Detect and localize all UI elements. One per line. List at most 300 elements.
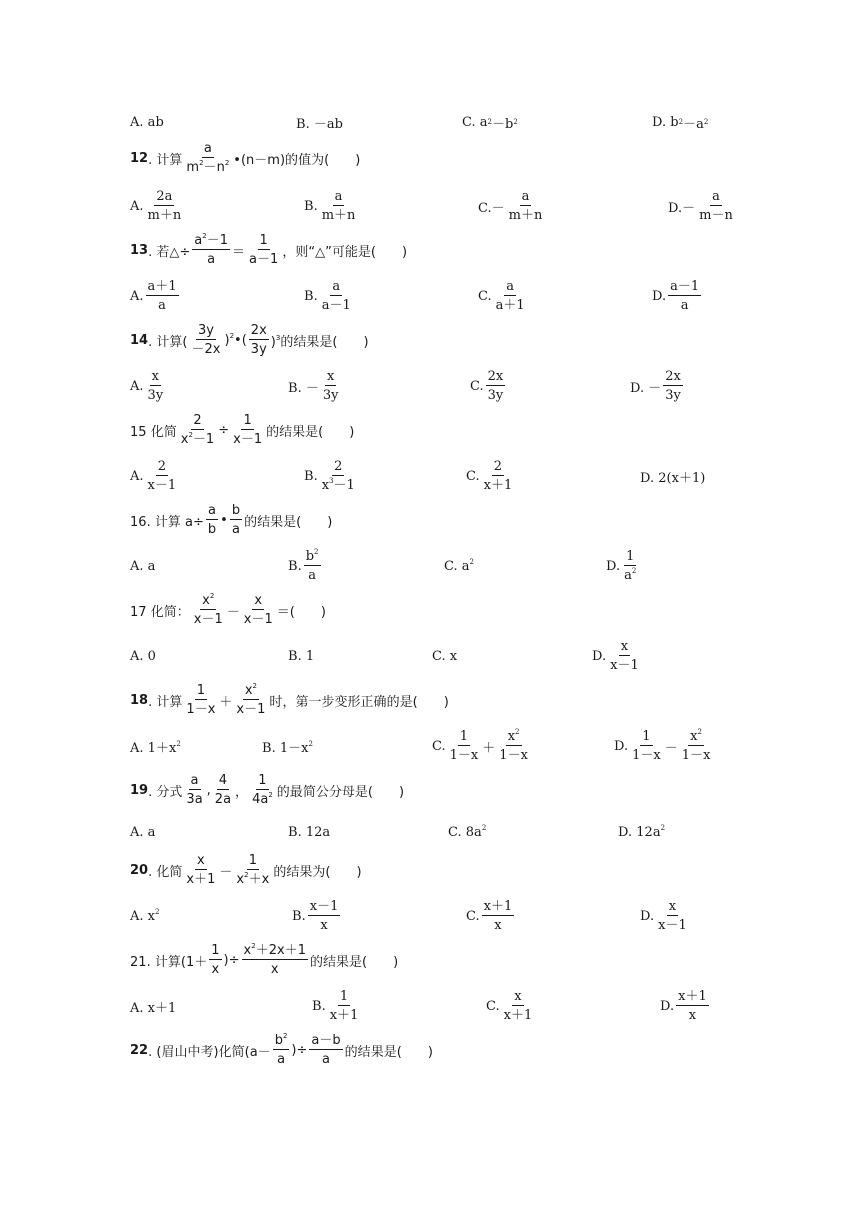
q16-option-b — [288, 546, 323, 586]
fraction-numerator: x — [514, 989, 522, 1004]
fraction-numerator: a — [208, 503, 216, 518]
q16-option-c — [444, 546, 474, 586]
fraction-denominator: x－1 — [193, 612, 223, 627]
q19-option-c — [448, 812, 486, 852]
math-text: A. — [130, 288, 144, 304]
fraction-denominator: $x^2-1$ — [180, 431, 215, 447]
fraction — [192, 234, 230, 266]
math-text: B. — [304, 198, 318, 214]
math-text: － — [664, 740, 678, 756]
math-text: . 若△÷ — [148, 244, 191, 260]
q20-option-d — [640, 896, 691, 936]
math-text: D. $12a^2$ — [618, 823, 666, 840]
q13-option-a — [130, 276, 181, 316]
fraction-denominator: $x^3-1$ — [321, 477, 355, 493]
fraction-numerator: a－1 — [670, 279, 700, 294]
q15-option-a — [130, 456, 180, 496]
fraction — [608, 640, 641, 672]
math-text: C. x — [432, 648, 458, 664]
fraction — [179, 414, 216, 446]
q16-option-a — [130, 546, 155, 586]
fraction-denominator: 3y — [250, 342, 267, 357]
q11-options — [0, 102, 860, 142]
q17-option-a — [130, 636, 156, 676]
math-text: ，则“△”可能是( ) — [282, 244, 408, 260]
math-text: B. — [312, 998, 326, 1014]
fraction-denominator: x－1 — [147, 478, 177, 493]
fraction-numerator: x — [327, 369, 335, 384]
fraction-numerator: a — [203, 141, 212, 156]
fraction-denominator: a — [308, 568, 316, 583]
fraction — [146, 280, 179, 312]
fraction — [146, 370, 166, 402]
math-text: A. 0 — [130, 648, 156, 664]
fraction-denominator: $m^2-n^2$ — [186, 159, 230, 175]
fraction — [497, 730, 530, 762]
math-text: 15 化简 — [130, 424, 177, 440]
fraction-numerator: a — [506, 279, 515, 294]
q19-stem-line — [0, 770, 860, 810]
math-text: 17 化简： — [130, 604, 190, 620]
fraction — [184, 684, 217, 716]
fraction — [448, 730, 481, 762]
fraction — [242, 944, 308, 976]
fraction-denominator: x－1 — [243, 612, 273, 627]
fraction-denominator: 2a — [214, 792, 232, 807]
fraction-numerator: a — [190, 773, 199, 788]
math-text: •(n－m)的值为( ) — [233, 152, 361, 168]
fraction-denominator: x－1 — [658, 918, 687, 933]
question-number: 18 — [130, 692, 149, 708]
math-text: ＋ — [482, 740, 496, 756]
fraction-numerator: $b^2$ — [305, 548, 319, 564]
fraction-denominator: $4a^2$ — [252, 791, 273, 807]
fraction-numerator: b — [231, 503, 241, 518]
fraction-numerator: 4 — [218, 773, 228, 788]
fraction-denominator: －2x — [191, 342, 221, 357]
math-text: C. $8a^2$ — [448, 823, 487, 840]
fraction-numerator: 1 — [459, 729, 469, 744]
q12-option-d — [668, 186, 737, 226]
fraction-denominator: 3y — [147, 388, 164, 403]
fraction-denominator: a — [207, 252, 216, 267]
q18-option-d — [614, 726, 714, 766]
question-number: 14 — [130, 332, 149, 348]
q13-option-b — [304, 276, 355, 316]
fraction-denominator: 1－x — [681, 748, 711, 763]
fraction — [273, 1034, 290, 1066]
fraction-numerator: $x^2$ — [690, 728, 702, 744]
q21-stem — [130, 940, 398, 980]
fraction-numerator: $b^2$ — [274, 1032, 288, 1048]
q21-option-a — [130, 986, 176, 1026]
fraction-numerator: 1 — [211, 943, 220, 958]
q13-options — [0, 276, 860, 316]
math-text: . 计算 — [148, 694, 183, 710]
fraction-numerator: a＋1 — [147, 279, 177, 294]
fraction — [622, 550, 638, 582]
fraction-denominator: m＋n — [321, 208, 356, 223]
math-text: . 分式 — [148, 784, 183, 800]
fraction-denominator: m－n — [699, 208, 733, 223]
math-text: 的结果是( ) — [266, 424, 355, 440]
fraction-denominator: 1－x — [449, 748, 479, 763]
fraction-numerator: 1 — [243, 413, 252, 428]
q12-stem-line — [0, 138, 860, 178]
fraction — [482, 460, 515, 492]
fraction — [656, 900, 689, 932]
fraction — [304, 550, 321, 582]
fraction-numerator: $a^2-1$ — [194, 232, 229, 248]
math-text: C. $a^2$ — [444, 557, 474, 574]
math-text: B. 1 — [288, 648, 315, 664]
math-text: D. － — [630, 380, 662, 396]
math-text: D. — [660, 998, 675, 1014]
fraction-denominator: x＋1 — [483, 478, 513, 493]
fraction-denominator: 3y — [322, 388, 339, 403]
math-text: C. — [466, 468, 480, 484]
fraction — [309, 1034, 342, 1066]
q16-option-d — [606, 546, 640, 586]
q19-options — [0, 812, 860, 852]
fraction-numerator: a — [521, 189, 530, 204]
fraction — [242, 594, 275, 626]
q20-option-c — [466, 896, 516, 936]
q21-option-b — [312, 986, 362, 1026]
fraction-denominator: x－1 — [236, 702, 266, 717]
fraction-denominator: x — [494, 918, 502, 933]
q18-stem — [130, 680, 449, 720]
q15-option-c — [466, 456, 516, 496]
fraction — [234, 684, 267, 716]
q19-option-d — [618, 812, 665, 852]
math-text: D. — [640, 908, 655, 924]
math-text: D. — [592, 648, 607, 664]
fraction-denominator: 3a — [186, 792, 203, 807]
q17-option-d — [592, 636, 643, 676]
math-text: A. — [130, 468, 144, 484]
question-number: 12 — [130, 150, 149, 166]
fraction-numerator: 1 — [626, 549, 635, 564]
fraction — [320, 280, 353, 312]
q15-option-b — [304, 456, 359, 496]
fraction-denominator: x — [320, 918, 328, 933]
fraction-denominator: b — [207, 522, 217, 537]
q13-option-c — [478, 276, 529, 316]
math-text: ＋ — [219, 694, 233, 710]
math-text: － — [219, 864, 233, 880]
math-text: B. — [292, 908, 306, 924]
fraction-denominator: x－1 — [233, 432, 263, 447]
q19-stem — [130, 770, 404, 810]
fraction-numerator: $x^2+2x+1$ — [243, 942, 306, 958]
q20-option-b — [292, 896, 342, 936]
math-text: ＝( ) — [276, 604, 326, 620]
fraction-denominator: x＋1 — [186, 872, 216, 887]
q22-stem-line — [0, 1030, 860, 1070]
fraction-numerator: 2 — [334, 459, 343, 474]
fraction-numerator: 1 — [248, 853, 257, 868]
fraction-numerator: 3y — [197, 323, 214, 338]
q21-stem-line — [0, 940, 860, 980]
fraction-denominator: 1－x — [186, 702, 216, 717]
math-text: D. 2(x＋1) — [640, 470, 706, 486]
q14-stem — [130, 320, 369, 360]
q13-option-d — [652, 276, 703, 316]
fraction-denominator: a — [231, 522, 240, 537]
math-text: C. — [486, 998, 500, 1014]
fraction-denominator: x＋1 — [503, 1008, 533, 1023]
math-text: D.－ — [668, 200, 696, 216]
q12-option-b — [304, 186, 359, 226]
math-text: 的结果是( ) — [344, 1044, 433, 1060]
math-text: B. $1-x^2$ — [262, 739, 313, 756]
q17-option-b — [288, 636, 314, 676]
q13-stem — [130, 230, 407, 270]
math-text: A. — [130, 198, 144, 214]
q15-stem-line — [0, 410, 860, 450]
math-text: . (眉山中考)化简(a－ — [148, 1044, 271, 1060]
q15-stem — [130, 410, 354, 450]
math-text: D. — [606, 558, 621, 574]
q14-option-a — [130, 366, 167, 406]
math-text: ÷ — [218, 422, 230, 438]
fraction-denominator: a — [322, 1052, 331, 1067]
q17-stem — [130, 590, 326, 630]
fraction-denominator: m＋n — [508, 208, 543, 223]
fraction-denominator: 3y — [487, 388, 504, 403]
math-text: C. — [432, 738, 446, 754]
fraction-denominator: a — [158, 298, 166, 313]
math-text: . 计算( — [148, 334, 188, 350]
fraction — [663, 370, 683, 402]
fraction — [320, 460, 357, 492]
math-text: B. － — [288, 380, 319, 396]
q19-option-b — [288, 812, 330, 852]
fraction — [206, 504, 218, 536]
q11-option-a: A. ab — [130, 114, 164, 130]
fraction-denominator: $x^2+x$ — [236, 871, 270, 887]
math-text: D. — [652, 288, 667, 304]
math-text: D. — [614, 738, 629, 754]
fraction — [184, 774, 204, 806]
fraction-denominator: x＋1 — [329, 1008, 359, 1023]
fraction — [230, 504, 242, 536]
fraction-numerator: 2x — [250, 323, 267, 338]
fraction — [234, 854, 271, 886]
q11-option-b: B. －ab — [296, 116, 343, 132]
fraction-denominator: x — [270, 962, 279, 977]
fraction — [249, 324, 269, 356]
math-text: 的最简公分母是( ) — [276, 784, 405, 800]
q14-option-b — [288, 366, 343, 406]
math-text: 的结果是( ) — [309, 954, 399, 970]
question-number: 20 — [130, 862, 149, 878]
math-text: B. — [304, 468, 318, 484]
q18-option-b — [262, 726, 313, 766]
q14-option-c — [470, 366, 507, 406]
q12-stem — [130, 138, 360, 178]
math-text: 时，第一步变形正确的是( ) — [269, 694, 449, 710]
fraction — [209, 944, 221, 976]
fraction-denominator: 1－x — [632, 748, 661, 763]
q12-option-c — [478, 186, 546, 226]
fraction-denominator: a－1 — [321, 298, 351, 313]
q20-stem — [130, 850, 362, 890]
q18-option-a — [130, 726, 181, 766]
q18-stem-line — [0, 680, 860, 720]
fraction-numerator: x — [620, 639, 629, 654]
q15-options — [0, 456, 860, 496]
fraction-numerator: $x^2$ — [202, 592, 215, 608]
fraction — [184, 854, 217, 886]
q19-option-a — [130, 812, 155, 852]
fraction — [502, 990, 535, 1022]
math-text: ＝ — [232, 244, 246, 260]
fraction-numerator: 1 — [259, 233, 268, 248]
math-text: A. a — [130, 558, 156, 574]
math-text: 的结果为( ) — [273, 864, 362, 880]
fraction-numerator: $x^2$ — [244, 682, 257, 698]
q12-options — [0, 186, 860, 226]
fraction — [482, 900, 515, 932]
fraction-denominator: x — [211, 962, 220, 977]
fraction — [231, 414, 264, 446]
q20-stem-line — [0, 850, 860, 890]
fraction-numerator: 2 — [193, 413, 202, 428]
fraction-numerator: 2x — [487, 369, 504, 384]
math-text: )$^2$•( — [224, 331, 247, 348]
q17-option-c — [432, 636, 457, 676]
fraction-numerator: a — [334, 189, 343, 204]
fraction — [697, 190, 735, 222]
fraction — [146, 460, 179, 492]
q14-option-d — [630, 366, 685, 406]
question-number: 13 — [130, 242, 149, 258]
fraction-denominator: 1－x — [499, 748, 528, 763]
q17-options — [0, 636, 860, 676]
math-text: A. $1+x^2$ — [130, 739, 181, 756]
fraction-numerator: 1 — [196, 683, 206, 698]
math-text: 21. 计算(1＋ — [130, 954, 208, 970]
fraction-denominator: a－1 — [249, 252, 279, 267]
q21-option-d — [660, 986, 711, 1026]
math-text: C. — [466, 908, 480, 924]
q21-options — [0, 986, 860, 1026]
math-text: , — [206, 782, 211, 798]
fraction-denominator: a — [277, 1052, 286, 1067]
fraction — [250, 774, 275, 806]
fraction-numerator: x＋1 — [483, 899, 513, 914]
fraction-numerator: a－b — [311, 1033, 341, 1048]
math-text: . 计算 — [148, 152, 183, 168]
math-text: C.－ — [478, 200, 505, 216]
math-text: 的结果是( ) — [244, 514, 333, 530]
q16-options — [0, 546, 860, 586]
fraction-denominator: x－1 — [610, 658, 639, 673]
fraction — [507, 190, 545, 222]
math-text: )÷ — [291, 1042, 308, 1058]
q16-stem — [130, 500, 332, 540]
fraction — [680, 730, 713, 762]
fraction-numerator: 1 — [339, 989, 349, 1004]
math-text: . 化简 — [148, 864, 183, 880]
fraction — [630, 730, 663, 762]
fraction — [328, 990, 361, 1022]
fraction-numerator: 2 — [493, 459, 503, 474]
math-text: A. — [130, 378, 144, 394]
q12-option-a — [130, 186, 185, 226]
question-number: 19 — [130, 782, 149, 798]
fraction-numerator: 1 — [642, 729, 651, 744]
fraction-numerator: a — [712, 189, 720, 204]
fraction-denominator: a — [680, 298, 689, 313]
math-text: • — [220, 512, 228, 528]
math-text: C. — [478, 288, 492, 304]
q21-option-c — [486, 986, 536, 1026]
fraction — [146, 190, 184, 222]
fraction — [676, 990, 709, 1022]
math-text: )$^3$的结果是( ) — [270, 333, 369, 350]
fraction-numerator: x — [197, 853, 205, 868]
fraction-denominator: $a^2$ — [624, 567, 637, 583]
math-text: B. — [304, 288, 318, 304]
fraction-numerator: $x^2$ — [507, 728, 520, 744]
q14-stem-line — [0, 320, 860, 360]
math-text: A. a — [130, 824, 156, 840]
fraction-numerator: x — [668, 899, 677, 914]
q15-option-d — [640, 456, 705, 496]
q13-stem-line — [0, 230, 860, 270]
question-number: 22 — [130, 1042, 149, 1058]
fraction-numerator: 2a — [156, 189, 173, 204]
math-text: B. 12a — [288, 824, 331, 840]
fraction-denominator: a＋1 — [495, 298, 525, 313]
fraction — [192, 594, 225, 626]
fraction — [308, 900, 341, 932]
fraction — [184, 142, 231, 174]
math-text: A. x＋1 — [130, 1000, 177, 1016]
fraction — [189, 324, 222, 356]
q11-option-d: D. b 2 －a 2 — [652, 114, 709, 132]
q18-option-c — [432, 726, 532, 766]
math-text: 16. 计算 a÷ — [130, 514, 204, 530]
fraction — [321, 370, 341, 402]
fraction-denominator: x — [688, 1008, 697, 1023]
math-text: － — [226, 604, 240, 620]
fraction — [247, 234, 280, 266]
fraction-numerator: x — [254, 593, 263, 608]
q20-options — [0, 896, 860, 936]
fraction-numerator: 1 — [258, 773, 267, 788]
fraction-numerator: 2x — [665, 369, 681, 384]
fraction — [486, 370, 506, 402]
fraction — [668, 280, 701, 312]
math-text: ， — [235, 784, 249, 800]
q18-options — [0, 726, 860, 766]
q17-stem-line — [0, 590, 860, 630]
q14-options — [0, 366, 860, 406]
math-text: B. — [288, 558, 302, 574]
q16-stem-line — [0, 500, 860, 540]
q11-option-c: C. a 2 －b 2 — [462, 114, 518, 132]
fraction-denominator: m＋n — [147, 208, 182, 223]
fraction-numerator: x－1 — [309, 899, 339, 914]
math-text: )÷ — [223, 952, 240, 968]
fraction-denominator: 3y — [665, 388, 681, 403]
fraction-numerator: x＋1 — [678, 989, 707, 1004]
math-text: C. — [470, 378, 484, 394]
